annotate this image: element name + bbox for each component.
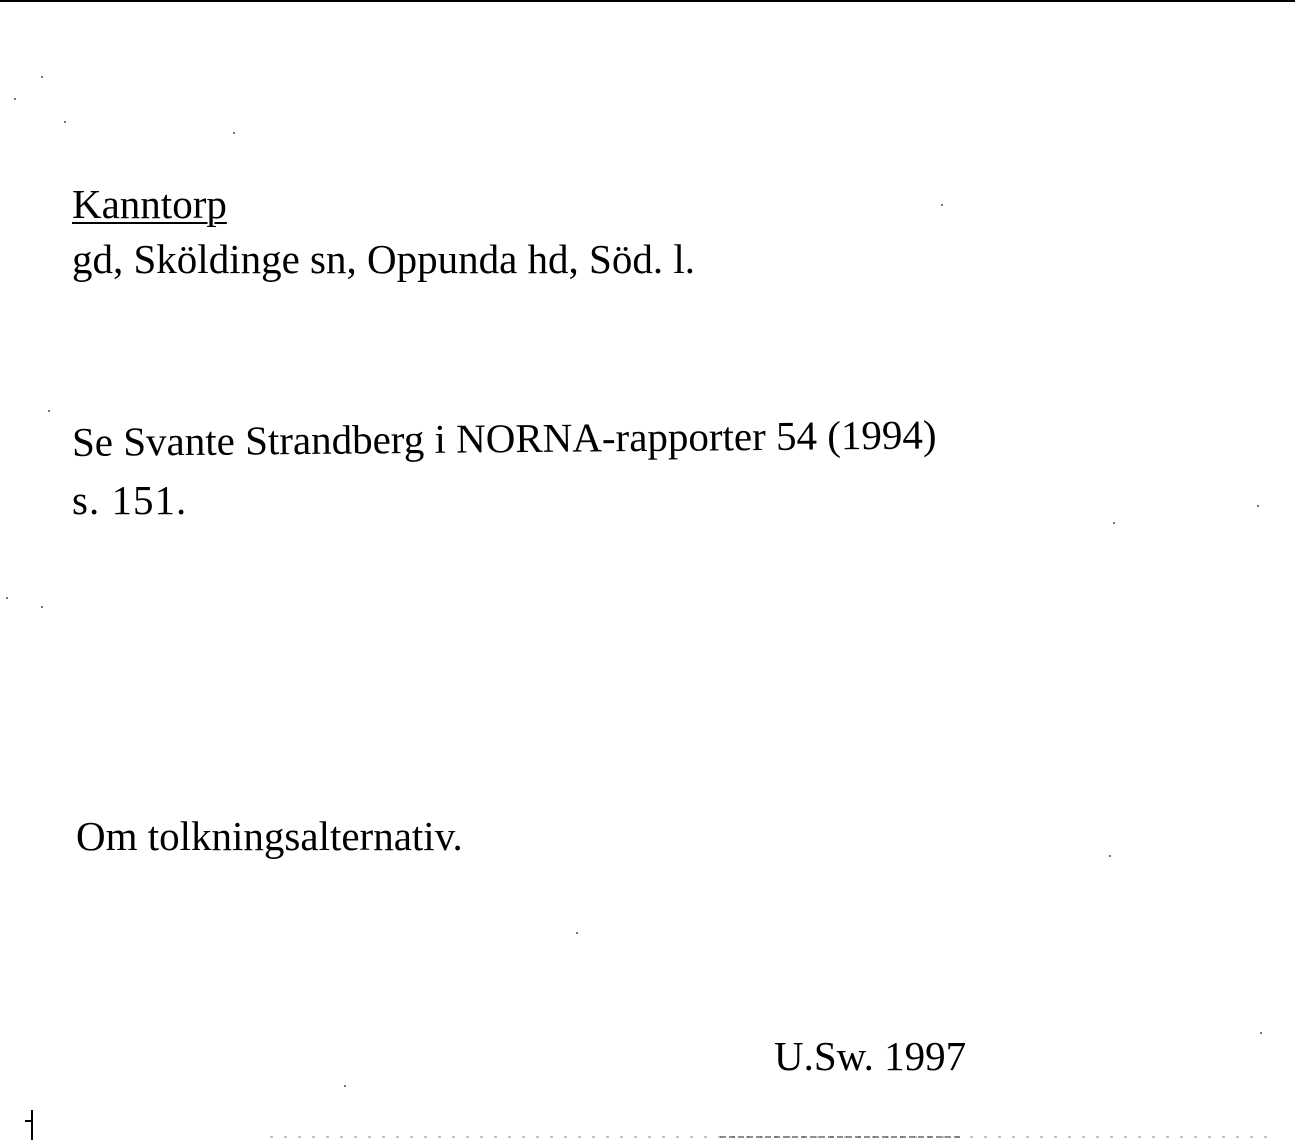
scan-speck bbox=[941, 204, 943, 206]
card-headword: Kanntorp bbox=[72, 181, 227, 227]
scan-speck bbox=[1257, 505, 1259, 507]
scan-speck bbox=[233, 132, 235, 134]
scan-speck bbox=[48, 410, 50, 412]
reference-line-1: Se Svante Strandberg i NORNA-rapporter 54 (1994) bbox=[71, 411, 937, 465]
scan-speck bbox=[41, 606, 43, 608]
scan-speck bbox=[344, 1085, 346, 1087]
top-border-line bbox=[0, 0, 1295, 2]
author-signature: U.Sw. 1997 bbox=[774, 1033, 967, 1079]
scan-speck bbox=[14, 98, 16, 100]
scan-noise-bottom-dark bbox=[720, 1136, 960, 1138]
scan-speck bbox=[1109, 855, 1111, 857]
scan-speck bbox=[6, 597, 8, 599]
interpretation-note: Om tolkningsalternativ. bbox=[76, 813, 463, 859]
scan-speck bbox=[64, 121, 66, 123]
scan-speck bbox=[576, 932, 578, 934]
place-description: gd, Sköldinge sn, Oppunda hd, Söd. l. bbox=[72, 236, 695, 282]
scan-edge-mark bbox=[31, 1110, 33, 1140]
scan-speck bbox=[1113, 522, 1115, 524]
reference-line-2: s. 151. bbox=[72, 477, 188, 523]
scan-speck bbox=[41, 76, 43, 78]
scan-speck bbox=[1260, 1032, 1262, 1034]
